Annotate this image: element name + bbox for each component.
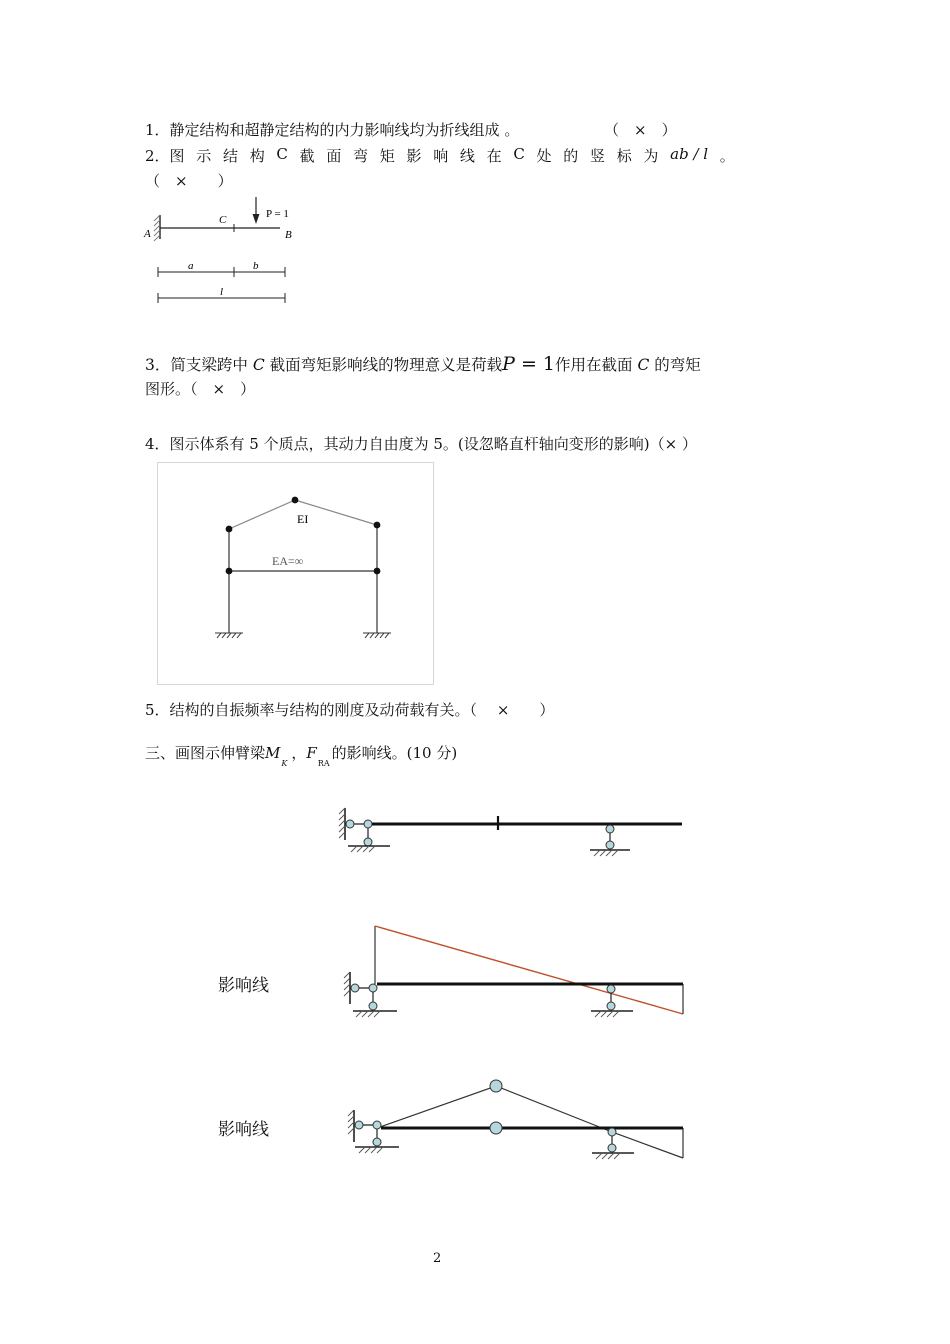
- question-2-char: 截: [299, 147, 315, 165]
- question-4: 4．图示体系有 5 个质点，其动力自由度为 5。(设忽略直杆轴向变形的影响)（× ）: [145, 435, 697, 453]
- label-ei: EI: [297, 512, 309, 526]
- question-2-char: 矩: [379, 147, 395, 165]
- fixed-support-icon: [154, 215, 160, 241]
- question-2-char: 为: [643, 147, 659, 165]
- influence-line-1-figure: [335, 920, 695, 1030]
- question-2-char: 构: [249, 147, 265, 165]
- question-2-char: 2．图: [145, 147, 185, 165]
- right-support-icon: [592, 1128, 634, 1159]
- hinge-node: [490, 1080, 502, 1092]
- mass-point: [374, 568, 381, 575]
- portal-frame-figure: [158, 463, 433, 684]
- left-support-icon: [348, 1110, 399, 1153]
- question-2-char: 弯: [353, 147, 369, 165]
- mass-point: [374, 522, 381, 529]
- cantilever-beam-figure: [140, 195, 310, 310]
- left-support-icon: [344, 972, 397, 1017]
- dimension-l-label: l: [220, 286, 224, 298]
- influence-line-red: [375, 926, 683, 1014]
- question-2-char: 竖: [589, 147, 605, 165]
- question-2-expression: ab / l: [670, 145, 709, 163]
- question-2-char: 响: [433, 147, 449, 165]
- mass-point: [292, 497, 299, 504]
- load-arrow-icon: [253, 197, 260, 224]
- overhanging-beam-figure: [335, 800, 695, 860]
- left-support-icon: [339, 808, 390, 852]
- question-5: 5．结构的自振频率与结构的刚度及动荷载有关。（ × ）: [145, 701, 555, 719]
- question-2-char: C: [513, 145, 525, 163]
- label-load: P = 1: [266, 208, 289, 220]
- question-2-char: 示: [196, 147, 212, 165]
- influence-line-label-2: 影响线: [218, 1120, 269, 1140]
- question-2-char: 结: [222, 147, 238, 165]
- question-2-char: C: [276, 145, 288, 163]
- label-c-point: C: [219, 214, 227, 226]
- right-support-icon: [590, 825, 630, 856]
- influence-line-2-figure: [335, 1070, 695, 1170]
- label-a-point: A: [144, 228, 151, 240]
- ground-support-left-icon: [215, 633, 243, 638]
- label-ea: EA=∞: [272, 554, 304, 568]
- hinge-node: [490, 1122, 502, 1134]
- influence-line-mk: [377, 1086, 683, 1158]
- question-2-char: 标: [616, 147, 632, 165]
- ground-support-right-icon: [363, 633, 391, 638]
- mass-point: [226, 526, 233, 533]
- question-2-period: 。: [719, 147, 735, 165]
- question-1-text: 1．静定结构和超静定结构的内力影响线均为折线组成 。: [145, 121, 520, 139]
- question-1: [145, 119, 519, 140]
- section-3-heading: 三、画图示伸臂梁$M_K$，$F_{RA}$的影响线。(10 分): [145, 744, 458, 768]
- question-1-answer: （ × ）: [604, 121, 677, 139]
- question-2-char: 在: [486, 147, 502, 165]
- page-number: 2: [433, 1251, 442, 1266]
- question-2-char: 面: [326, 147, 342, 165]
- question-2-char: 处: [536, 147, 552, 165]
- question-2-char: 线: [459, 147, 475, 165]
- question-3: 3．简支梁跨中 C 截面弯矩影响线的物理意义是荷载P = 1作用在截面 C 的弯矩: [145, 353, 701, 375]
- frame-figure-box: [157, 462, 434, 685]
- dimension-a-label: a: [188, 260, 194, 272]
- question-2: [145, 145, 735, 166]
- mass-point: [226, 568, 233, 575]
- question-3-line-2: 图形。（ × ）: [145, 380, 256, 398]
- question-2-answer: （ × ）: [145, 172, 233, 190]
- question-2-char: 的: [563, 147, 579, 165]
- dimension-b-label: b: [253, 260, 259, 272]
- label-b-point: B: [285, 229, 292, 241]
- question-2-char: 影: [406, 147, 422, 165]
- dimension-ab: [158, 267, 285, 277]
- influence-line-label-1: 影响线: [218, 976, 269, 996]
